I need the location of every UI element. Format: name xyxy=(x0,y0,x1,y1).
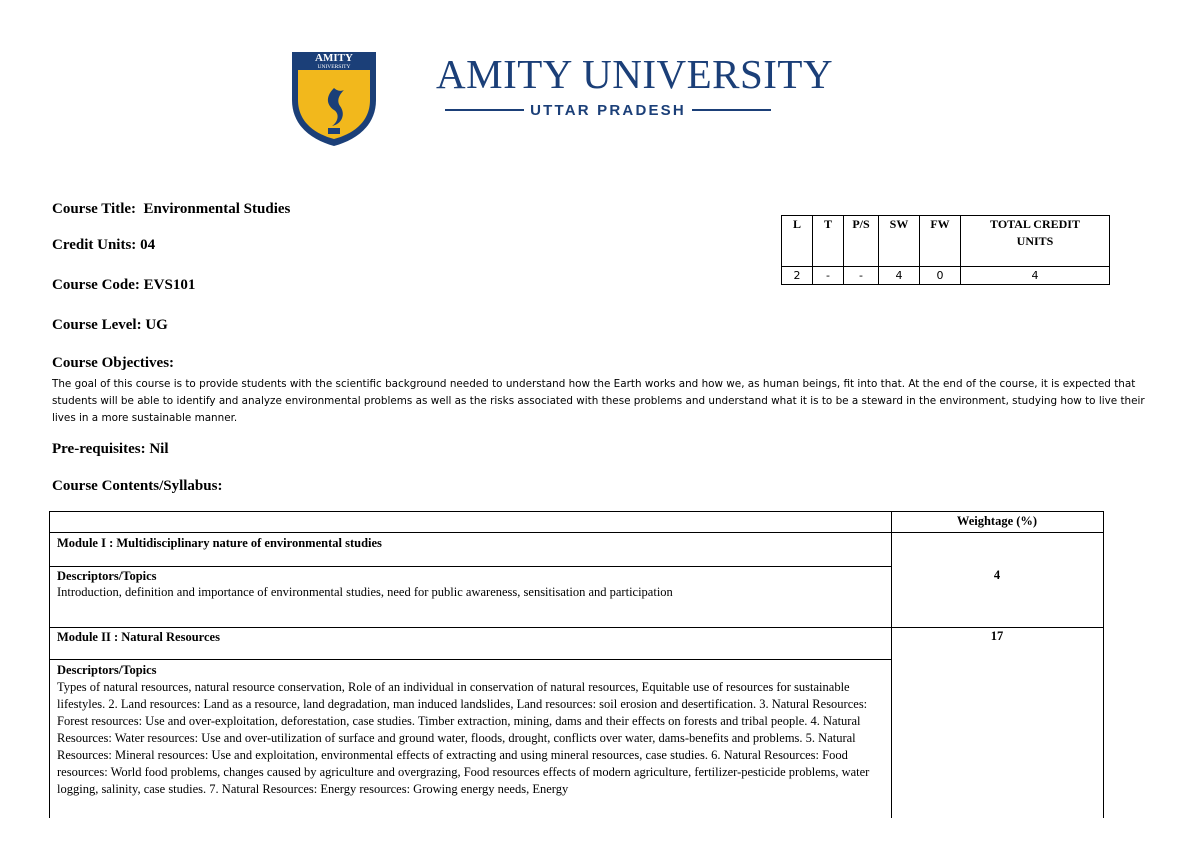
module-2-descriptor-label: Descriptors/Topics xyxy=(57,663,157,677)
course-code-label: Course Code: xyxy=(52,277,140,293)
credit-value-ps: - xyxy=(844,267,879,285)
logo-text-top: AMITY xyxy=(315,52,353,64)
course-code-value: EVS101 xyxy=(143,277,196,293)
module-2-topics: Types of natural resources, natural resource conservation, Role of an individual in conservation of natural resources, Equitable use of resources for sustainable lifestyles. 2. Land resources: Land as a resource, land degradation, man induced landslides, Land resources: soil erosion and desertification. 3. Natural Resources: Forest resources: Use and over-exploitation, deforestation, case studies. Timber extraction, mining, dams and their effects on forests and tribal people. 4. Natural Resources: Water resources: Use and over-utilization of surface and ground water, floods, drought, conflicts over water, dams-benefits and problems. 5. Natural Resources: Mineral resources: Use and exploitation, environmental effects of extracting and using mineral resources, case studies. 6. Natural Resources: Food resources: World food problems, changes caused by agriculture and overgrazing, Food resources effects of modern agriculture, fertilizer-pesticide problems, water logging, salinity, case studies. 7. Natural Resources: Energy resources: Growing energy needs, Energy xyxy=(57,680,870,796)
objectives-heading: Course Objectives: xyxy=(52,355,175,371)
module-2-title: Module II : Natural Resources xyxy=(57,630,220,644)
objectives-text: The goal of this course is to provide students with the scientific background needed to understand how the Earth works and how we, as human beings, fit into that. At the end of the course, it is expected that students will be able to identify and analyze environmental problems as well as the risks associated with these problems and understand what it is to be a steward in the environment, studying how to live their lives in a more sustainable manner. xyxy=(52,378,1145,424)
credit-units xyxy=(52,237,155,254)
course-level-label: Course Level: xyxy=(52,317,142,333)
module-1-weightage: 4 xyxy=(993,568,1001,582)
course-title-value: Environmental Studies xyxy=(143,201,291,217)
credit-value-t: - xyxy=(813,267,844,285)
weightage-header: Weightage (%) xyxy=(956,514,1038,528)
divider xyxy=(445,109,524,111)
course-level xyxy=(52,317,168,334)
credit-header-total: TOTAL CREDIT UNITS xyxy=(961,216,1110,267)
credit-value-l: 2 xyxy=(782,267,813,285)
prerequisites-label: Pre-requisites: xyxy=(52,441,146,457)
prerequisites-value: Nil xyxy=(149,441,169,457)
credit-units-value: 04 xyxy=(140,237,156,253)
row-divider xyxy=(50,659,891,660)
credit-value-total: 4 xyxy=(961,267,1110,285)
course-code xyxy=(52,277,195,294)
course-level-value: UG xyxy=(145,317,168,333)
amity-logo xyxy=(288,48,380,148)
credit-table xyxy=(781,215,1110,285)
module-1-topics: Introduction, definition and importance of environmental studies, need for public awareness, sensitisation and participation xyxy=(57,585,673,599)
credit-header-ps: P/S xyxy=(844,216,879,267)
credit-table-values xyxy=(782,267,1110,285)
module-2-weightage: 17 xyxy=(990,629,1004,643)
module-1-title: Module I : Multidisciplinary nature of environmental studies xyxy=(57,536,382,550)
credit-header-fw: FW xyxy=(920,216,961,267)
row-divider xyxy=(50,627,1103,628)
row-divider xyxy=(50,566,891,567)
credit-table-header xyxy=(782,216,1110,267)
logo-text-bottom: UNIVERSITY xyxy=(317,64,351,70)
credit-value-fw: 0 xyxy=(920,267,961,285)
row-divider xyxy=(50,532,1103,533)
credit-header-t: T xyxy=(813,216,844,267)
university-name: AMITY UNIVERSITY xyxy=(436,51,834,97)
campus-name: UTTAR PRADESH xyxy=(530,101,686,119)
credit-header-sw: SW xyxy=(879,216,920,267)
contents-heading: Course Contents/Syllabus: xyxy=(52,478,223,494)
credit-units-label: Credit Units: xyxy=(52,237,137,253)
credit-header-l: L xyxy=(782,216,813,267)
divider xyxy=(692,109,771,111)
module-1-descriptor-label: Descriptors/Topics xyxy=(57,569,157,583)
syllabus-table xyxy=(49,511,1104,818)
campus-line xyxy=(445,100,771,120)
prerequisites xyxy=(52,441,169,458)
course-title-label: Course Title: xyxy=(52,201,137,217)
course-title xyxy=(52,201,290,218)
credit-value-sw: 4 xyxy=(879,267,920,285)
